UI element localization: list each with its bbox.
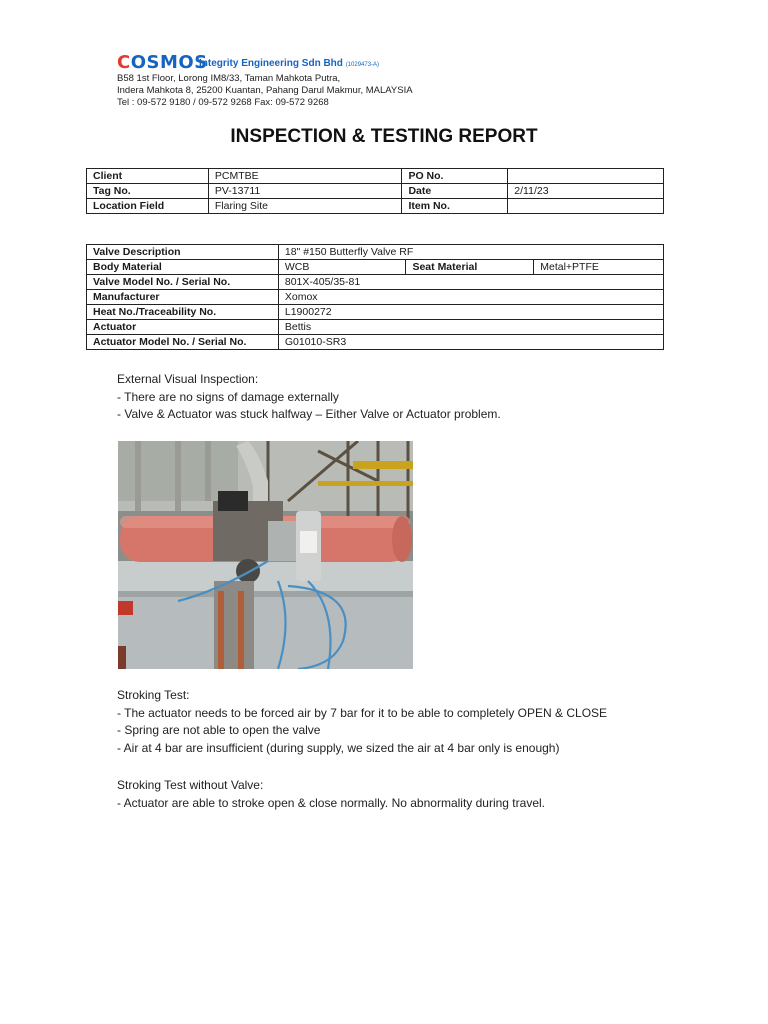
stroking-test-heading: Stroking Test: <box>117 688 190 702</box>
date-value: 2/11/23 <box>508 184 664 199</box>
valve-desc-value: 18" #150 Butterfly Valve RF <box>278 245 663 260</box>
manufacturer-label: Manufacturer <box>87 290 279 305</box>
stroking-test-line: - Air at 4 bar are insufficient (during supply, we sized the air at 4 bar only is enough) <box>117 740 560 755</box>
table-row <box>87 275 664 290</box>
info-table <box>86 168 664 214</box>
valve-model-value: 801X-405/35-81 <box>278 275 663 290</box>
table-row <box>87 260 664 275</box>
actuator-model-value: G01010-SR3 <box>278 335 663 350</box>
valve-desc-label: Valve Description <box>87 245 279 260</box>
heat-no-label: Heat No./Traceability No. <box>87 305 279 320</box>
body-material-value: WCB <box>278 260 406 275</box>
location-label: Location Field <box>87 199 209 214</box>
tag-value: PV-13711 <box>208 184 402 199</box>
company-logo <box>117 52 208 73</box>
tag-label: Tag No. <box>87 184 209 199</box>
manufacturer-value: Xomox <box>278 290 663 305</box>
visual-inspection-line: - There are no signs of damage externally <box>117 389 339 404</box>
client-value: PCMTBE <box>208 169 402 184</box>
table-row <box>87 199 664 214</box>
seat-material-label: Seat Material <box>406 260 534 275</box>
actuator-label: Actuator <box>87 320 279 335</box>
valve-actuator-photo <box>118 441 413 669</box>
stroking-no-valve-line: - Actuator are able to stroke open & close normally. No abnormality during travel. <box>117 795 545 810</box>
po-label: PO No. <box>402 169 508 184</box>
table-row <box>87 184 664 199</box>
valve-table <box>86 244 664 350</box>
table-row <box>87 305 664 320</box>
heat-no-value: L1900272 <box>278 305 663 320</box>
company-name-block <box>199 58 379 69</box>
table-row <box>87 335 664 350</box>
visual-inspection-section <box>117 371 501 424</box>
table-row <box>87 320 664 335</box>
po-value <box>508 169 664 184</box>
visual-inspection-heading: External Visual Inspection: <box>117 372 259 386</box>
actuator-value: Bettis <box>278 320 663 335</box>
stroking-test-line: - The actuator needs to be forced air by 7 bar for it to be able to completely OPEN & CLOSE <box>117 705 608 720</box>
address-line-1: B58 1st Floor, Lorong IM8/33, Taman Mahkota Putra, <box>117 73 341 84</box>
seat-material-value: Metal+PTFE <box>534 260 664 275</box>
stroking-test-section <box>117 687 607 757</box>
table-row <box>87 290 664 305</box>
actuator-model-label: Actuator Model No. / Serial No. <box>87 335 279 350</box>
stroking-no-valve-section <box>117 777 545 812</box>
item-label: Item No. <box>402 199 508 214</box>
report-title: INSPECTION & TESTING REPORT <box>230 126 538 147</box>
valve-model-label: Valve Model No. / Serial No. <box>87 275 279 290</box>
logo-letter-c: C <box>117 52 131 73</box>
table-row <box>87 169 664 184</box>
date-label: Date <box>402 184 508 199</box>
client-label: Client <box>87 169 209 184</box>
contact-line: Tel : 09-572 9180 / 09-572 9268 Fax: 09-572 9268 <box>117 97 329 108</box>
item-value <box>508 199 664 214</box>
company-name: Integrity Engineering Sdn Bhd <box>199 58 343 69</box>
body-material-label: Body Material <box>87 260 279 275</box>
logo-text: OSMOS <box>130 52 208 73</box>
location-value: Flaring Site <box>208 199 402 214</box>
stroking-test-line: - Spring are not able to open the valve <box>117 723 321 737</box>
address-line-2: Indera Mahkota 8, 25200 Kuantan, Pahang Darul Makmur, MALAYSIA <box>117 85 413 96</box>
stroking-no-valve-heading: Stroking Test without Valve: <box>117 778 264 792</box>
table-row <box>87 245 664 260</box>
company-reg: (1029473-A) <box>345 62 380 68</box>
visual-inspection-line: - Valve & Actuator was stuck halfway – Either Valve or Actuator problem. <box>117 407 501 421</box>
